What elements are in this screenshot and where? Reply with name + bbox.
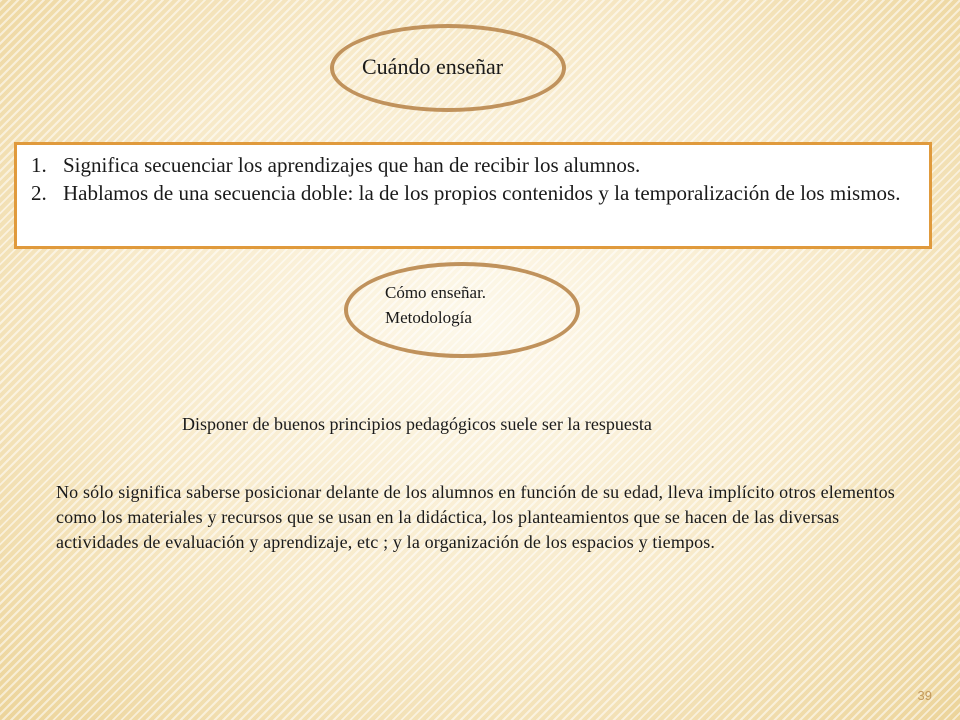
list-item-marker: 1. bbox=[31, 153, 47, 177]
list-item-text: Hablamos de una secuencia doble: la de los propios contenidos y la temporalización de los mismos. bbox=[63, 181, 901, 205]
list-item bbox=[31, 151, 919, 179]
list-item bbox=[31, 179, 919, 207]
heading-how-line-1: Cómo enseñar. bbox=[385, 283, 487, 302]
heading-when-to-teach: Cuándo enseñar bbox=[362, 54, 504, 79]
points-box bbox=[14, 142, 932, 249]
list-item-text: Significa secuenciar los aprendizajes que han de recibir los alumnos. bbox=[63, 153, 641, 177]
page-number: 39 bbox=[917, 688, 932, 703]
body-paragraph: No sólo significa saberse posicionar delante de los alumnos en función de su edad, lleva implícito otros elementos como los materiales y recursos que se usan en la didáctica, los planteamientos que se hacen de las diversas actividades de evaluación y aprendizaje, etc ; y la organización de los espacios y tiempos. bbox=[56, 482, 895, 552]
list-item-marker: 2. bbox=[31, 181, 47, 205]
heading-how-line-2: Metodología bbox=[385, 308, 472, 327]
answer-text: Disponer de buenos principios pedagógicos suele ser la respuesta bbox=[182, 414, 652, 434]
points-list bbox=[31, 151, 919, 207]
heading-how-to-teach bbox=[385, 280, 486, 330]
